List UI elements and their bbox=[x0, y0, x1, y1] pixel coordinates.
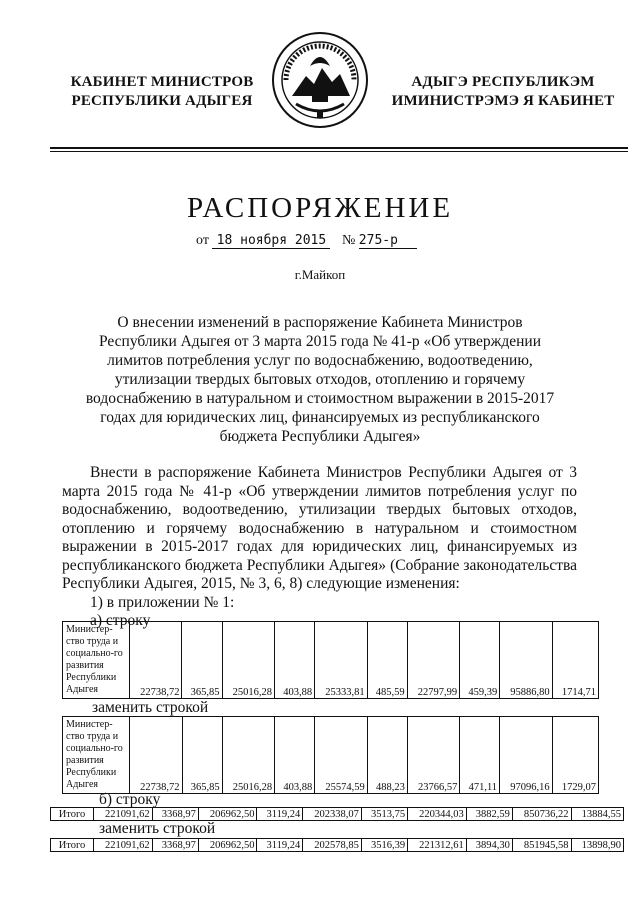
table-cell: 13884,55 bbox=[571, 808, 623, 821]
date-value: 18 ноября 2015 bbox=[212, 233, 330, 249]
table-cell: 23766,57 bbox=[407, 717, 460, 794]
table-cell: 485,59 bbox=[367, 622, 407, 699]
document-body bbox=[62, 464, 577, 631]
table-cell: 221091,62 bbox=[94, 839, 153, 852]
replace-label: заменить строкой bbox=[92, 699, 209, 716]
table-cell: 22738,72 bbox=[130, 622, 182, 699]
header-left-line2: РЕСПУБЛИКИ АДЫГЕЯ bbox=[71, 93, 253, 109]
replace-label: заменить строкой bbox=[99, 820, 216, 837]
table-cell: 3119,24 bbox=[257, 808, 303, 821]
row-name: Министер-ство труда и социально-го развития Республики Адыгея bbox=[63, 717, 130, 794]
table-cell: 459,39 bbox=[460, 622, 500, 699]
subject-line: Республики Адыгея от 3 марта 2015 года № 41-р «Об утверждении bbox=[98, 333, 541, 350]
total-label: Итого bbox=[51, 839, 94, 852]
subject-line: лимитов потребления услуг по водоснабжению, водоотведению, bbox=[107, 352, 533, 369]
table-row bbox=[51, 839, 624, 852]
table-cell: 22738,72 bbox=[130, 717, 183, 794]
item-a: а) строку bbox=[90, 612, 151, 629]
header-rule-thick bbox=[50, 147, 628, 149]
header-right-line2: ИМИНИСТРЭМЭ Я КАБИНЕТ bbox=[391, 93, 615, 109]
table-total-new bbox=[50, 838, 624, 852]
table-cell: 25016,28 bbox=[222, 622, 274, 699]
subject-line: бюджета Республики Адыгея» bbox=[219, 428, 421, 445]
table-cell: 1729,07 bbox=[552, 717, 598, 794]
table-cell: 851945,58 bbox=[512, 839, 571, 852]
subject-line: утилизации твердых бытовых отходов, отоплению и горячему bbox=[114, 371, 526, 388]
table-cell: 488,23 bbox=[367, 717, 407, 794]
table-cell: 365,85 bbox=[182, 622, 222, 699]
header-rule-thin bbox=[50, 151, 628, 152]
table-cell: 3516,39 bbox=[361, 839, 407, 852]
item-1: 1) в приложении № 1: bbox=[90, 593, 235, 611]
table-cell: 22797,99 bbox=[407, 622, 459, 699]
number-value: 275-р bbox=[359, 233, 417, 249]
header-left-block bbox=[62, 73, 262, 111]
table-cell: 97096,16 bbox=[500, 717, 553, 794]
coat-of-arms-emblem bbox=[270, 30, 370, 130]
table-cell: 25333,81 bbox=[315, 622, 367, 699]
header-right-block bbox=[388, 73, 618, 111]
item-b: б) строку bbox=[99, 791, 161, 808]
table-cell: 220344,03 bbox=[408, 808, 467, 821]
document-subject bbox=[60, 313, 580, 446]
table-total-old bbox=[50, 807, 624, 821]
table-cell: 3513,75 bbox=[361, 808, 407, 821]
table-cell: 221091,62 bbox=[94, 808, 153, 821]
subject-line: годах для юридических лиц, финансируемых из республиканского bbox=[100, 409, 540, 426]
table-cell: 850736,22 bbox=[512, 808, 571, 821]
table-cell: 3368,97 bbox=[152, 839, 198, 852]
table-cell: 403,88 bbox=[275, 717, 315, 794]
document-title: РАСПОРЯЖЕНИЕ bbox=[186, 192, 454, 224]
table-row-old bbox=[62, 621, 599, 699]
table-cell: 3119,24 bbox=[257, 839, 303, 852]
table-cell: 25574,59 bbox=[315, 717, 368, 794]
number-label: № bbox=[341, 233, 356, 248]
header-right-line1: АДЫГЭ РЕСПУБЛИКЭМ bbox=[411, 74, 595, 90]
table-cell: 25016,28 bbox=[222, 717, 275, 794]
table-cell: 206962,50 bbox=[198, 839, 257, 852]
table-row-new bbox=[62, 716, 599, 794]
table-cell: 1714,71 bbox=[552, 622, 598, 699]
dateline bbox=[196, 233, 417, 249]
table-cell: 202578,85 bbox=[303, 839, 362, 852]
table-row bbox=[63, 717, 599, 794]
table-cell: 95886,80 bbox=[500, 622, 552, 699]
table-cell: 365,85 bbox=[182, 717, 222, 794]
table-cell: 3368,97 bbox=[152, 808, 198, 821]
table-cell: 221312,61 bbox=[408, 839, 467, 852]
table-cell: 403,88 bbox=[275, 622, 315, 699]
body-paragraph: Внести в распоряжение Кабинета Министров Республики Адыгея от 3 марта 2015 года № 41-р «Об утверждении лимитов потребления услуг по водоснабжению, водоотведению, утилизации твердых бытовых отходов, отоплению и горячему водоснабжению в натуральном и стоимостном выражении в 2015-2017 годах для юридических лиц, финансируемых из республиканского бюджета Республики Адыгея» (Собрание законодательства Республики Адыгея, 2015, № 3, 6, 8) следующие изменения: bbox=[62, 464, 577, 592]
total-label: Итого bbox=[51, 808, 94, 821]
table-cell: 3882,59 bbox=[466, 808, 512, 821]
city-name: г.Майкоп bbox=[294, 267, 346, 282]
table-cell: 471,11 bbox=[460, 717, 500, 794]
header-left-line1: КАБИНЕТ МИНИСТРОВ bbox=[70, 74, 254, 90]
table-cell: 13898,90 bbox=[571, 839, 623, 852]
row-name: Министер-ство труда и социально-го развития Республики Адыгея bbox=[63, 622, 130, 699]
table-row bbox=[51, 808, 624, 821]
table-row bbox=[63, 622, 599, 699]
table-cell: 202338,07 bbox=[303, 808, 362, 821]
table-cell: 3894,30 bbox=[466, 839, 512, 852]
subject-line: О внесении изменений в распоряжение Кабинета Министров bbox=[117, 314, 523, 331]
subject-line: водоснабжению в натуральном и стоимостном выражении в 2015-2017 bbox=[85, 390, 555, 407]
table-cell: 206962,50 bbox=[198, 808, 257, 821]
date-from-label: от bbox=[196, 233, 209, 248]
